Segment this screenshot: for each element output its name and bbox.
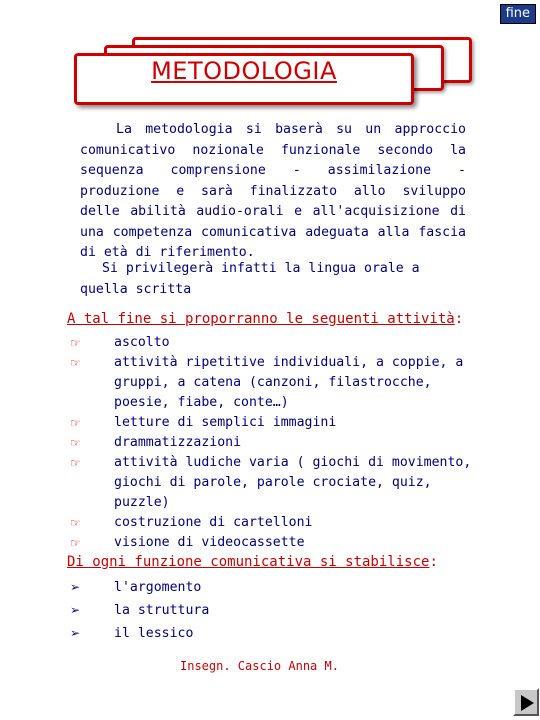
functions-heading-text: Di ogni funzione comunicativa si stabilisce [67,554,430,570]
intro-paragraph-2 [80,259,470,300]
intro-paragraph [80,120,466,264]
list-item-text: la struttura [114,603,210,618]
pointing-hand-icon: ☞ [70,336,81,350]
arrowhead-icon: ➢ [70,626,81,640]
end-button[interactable]: fine [500,4,536,24]
intro-paragraph-text: La metodologia si baserà su un approccio comunicativo nozionale funzionale secondo la sequenza comprensione - assimilazione - produzione e sarà finalizzato allo sviluppo delle abilità audio-orali e all'acquisizione di una competenza comunicativa adeguata alla fascia di età di riferimento. [80,122,466,260]
list-item-text: attività ludiche varia ( giochi di movimento, giochi di parole, parole crociate, quiz, puzzle) [114,455,472,510]
list-item-text: drammatizzazioni [114,435,242,450]
play-triangle-icon [519,694,535,712]
list-item [70,353,480,413]
title-frame [70,35,476,105]
list-item [70,333,480,353]
list-item-text: letture di semplici immagini [114,415,337,430]
list-item-text: l'argomento [114,580,202,595]
list-item-text: costruzione di cartelloni [114,515,313,530]
list-item [70,513,480,533]
list-item-text: visione di videocassette [114,535,305,550]
next-slide-button[interactable] [513,688,539,716]
list-item [70,622,370,645]
list-item [70,533,480,553]
activities-list [70,333,480,553]
activities-heading-colon: : [454,311,464,327]
list-item-text: attività ripetitive individuali, a coppie, a gruppi, a catena (canzoni, filastrocche, poesie, fiabe, conte…) [114,355,464,410]
pointing-hand-icon: ☞ [70,436,81,450]
activities-heading-text: A tal fine si proporranno le seguenti attività [67,311,455,327]
functions-heading-colon: : [429,554,438,570]
pointing-hand-icon: ☞ [70,536,81,550]
list-item [70,413,480,433]
arrowhead-icon: ➢ [70,580,81,594]
pointing-hand-icon: ☞ [70,456,81,470]
list-item [70,576,370,599]
pointing-hand-icon: ☞ [70,516,81,530]
list-item [70,453,480,513]
page-title: METODOLOGIA [151,57,337,85]
list-item [70,433,480,453]
pointing-hand-icon: ☞ [70,356,81,370]
arrowhead-icon: ➢ [70,603,81,617]
list-item [70,599,370,622]
functions-heading [67,554,438,570]
pointing-hand-icon: ☞ [70,416,81,430]
list-item-text: ascolto [114,335,170,350]
activities-heading [67,311,463,327]
list-item-text: il lessico [114,626,194,641]
intro-paragraph-2-text: Si privilegerà infatti la lingua orale a quella scritta [80,261,420,297]
author-signature: Insegn. Cascio Anna M. [180,659,339,673]
functions-list [70,576,370,645]
